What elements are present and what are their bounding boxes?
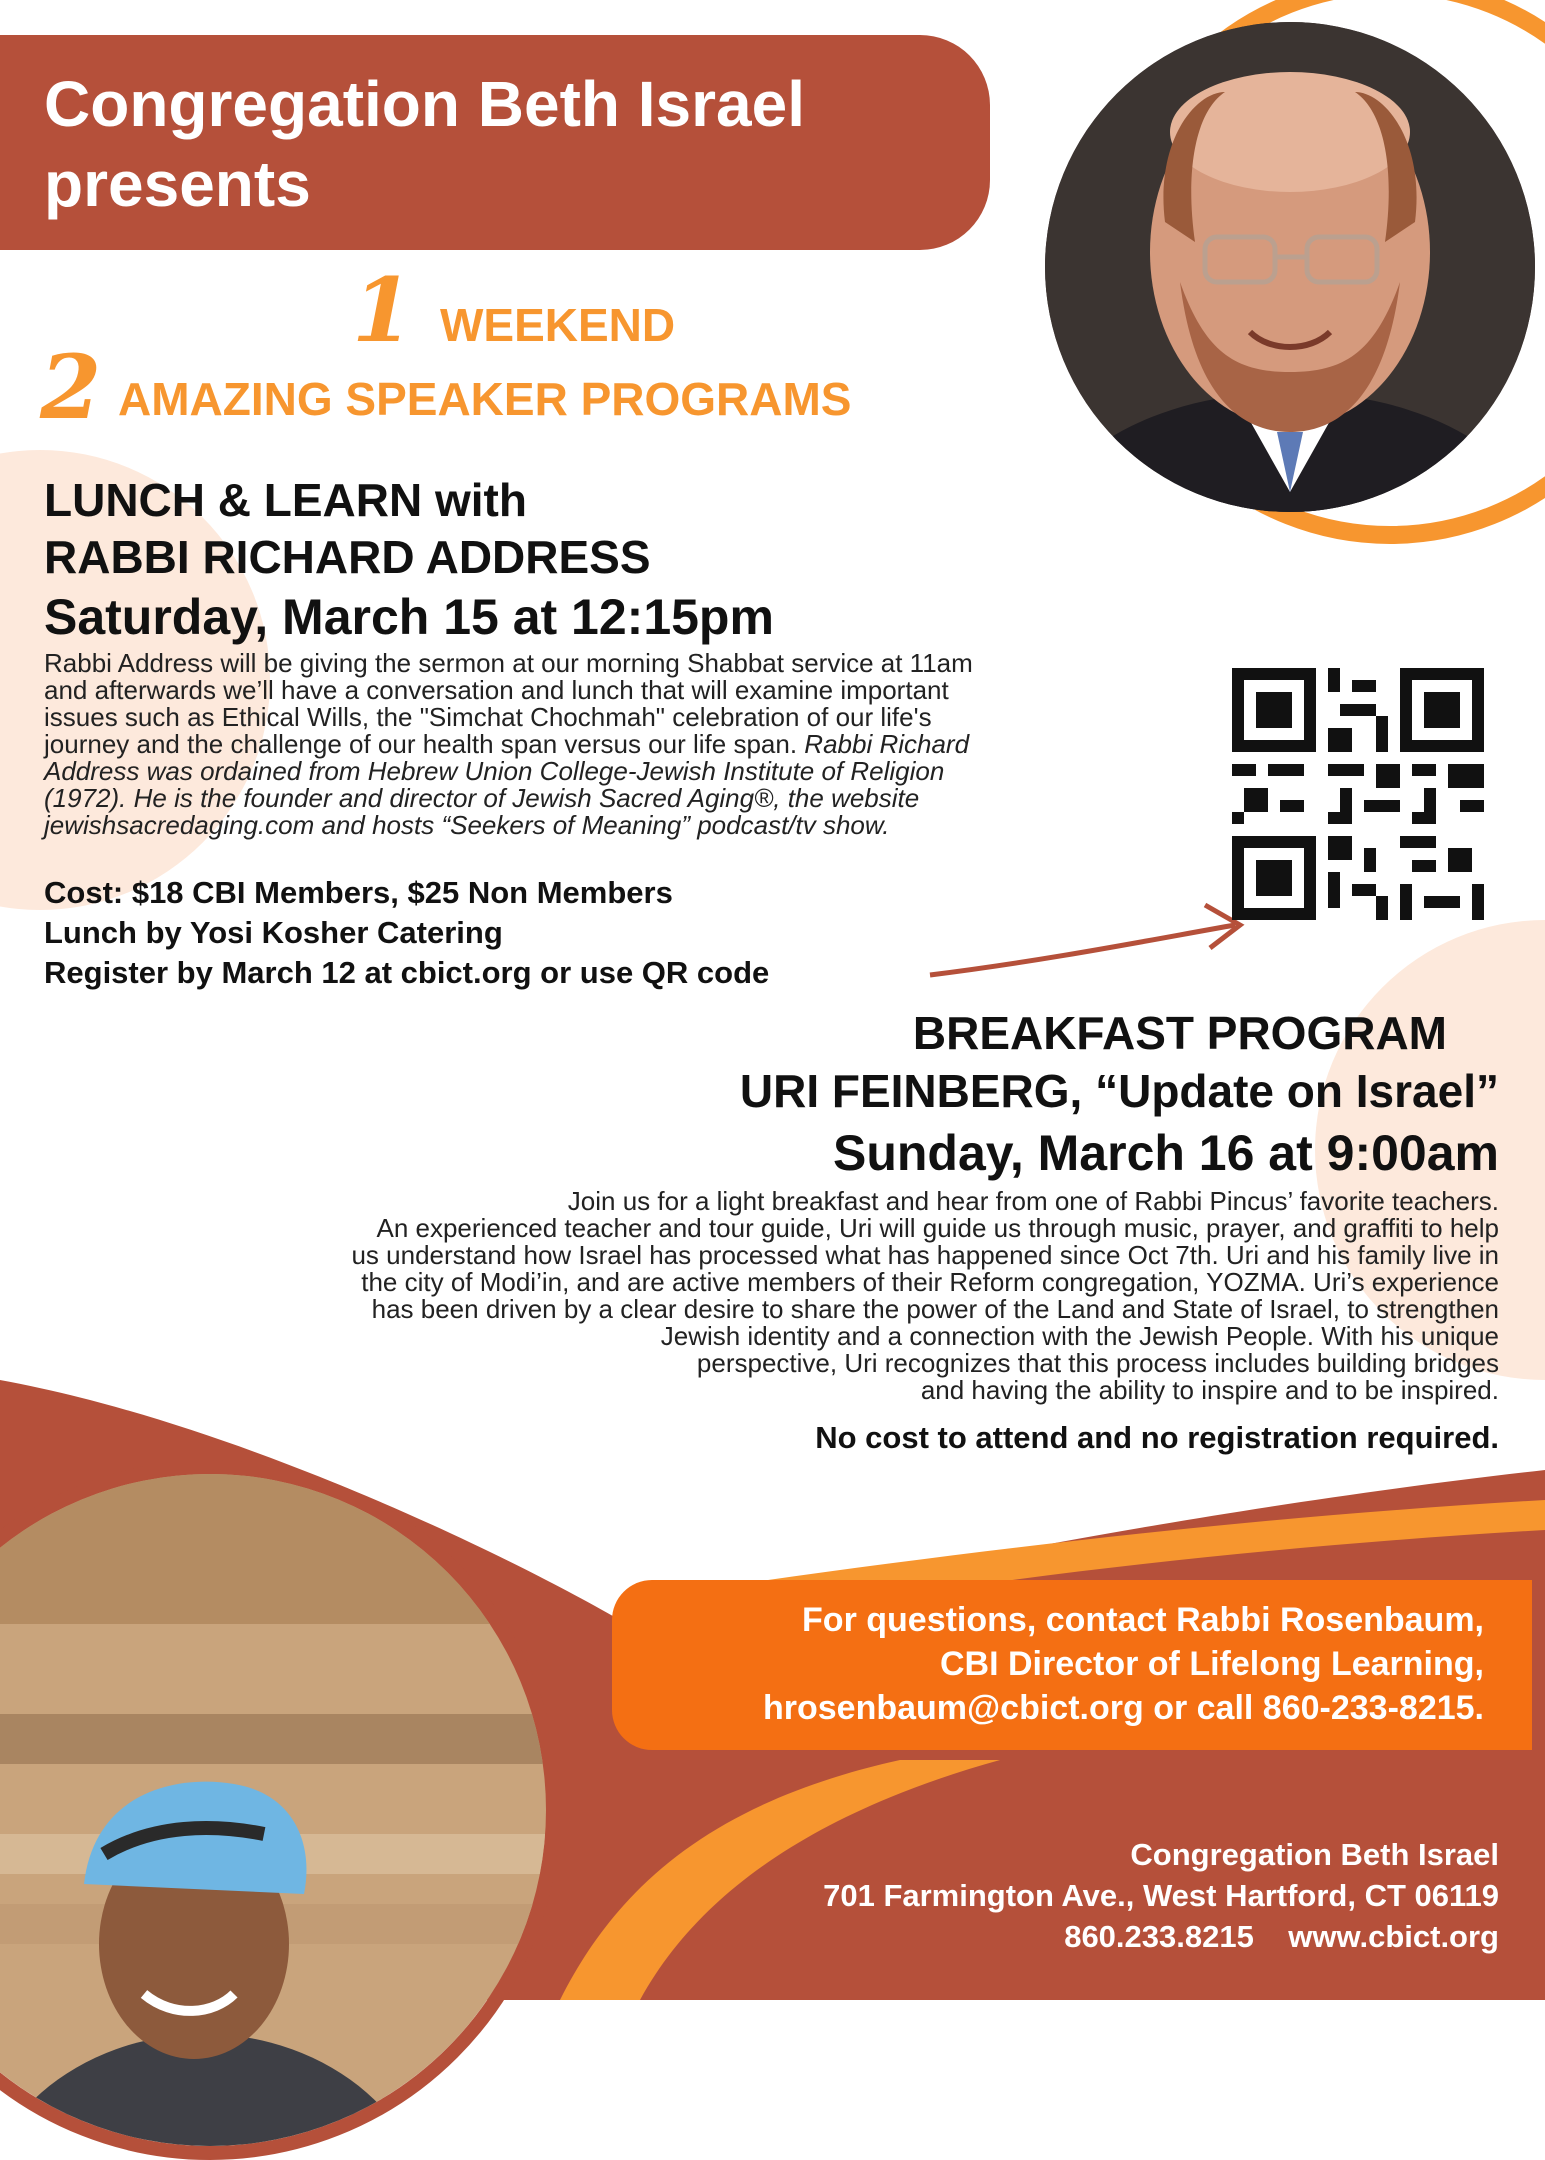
- breakfast-title-2: URI FEINBERG, “Update on Israel”: [739, 1065, 1499, 1117]
- arrow-line: [930, 925, 1235, 975]
- breakfast-body-line: perspective, Uri recognizes that this process includes building bridges: [696, 1348, 1499, 1378]
- lunch-body-line: issues such as Ethical Wills, the "Simchat Chochmah" celebration of our life's: [44, 702, 932, 732]
- lunch-cost: Cost: $18 CBI Members, $25 Non Members: [44, 875, 673, 910]
- contact-text: [624, 1598, 1484, 1730]
- tagline-line-2: AMAZING SPEAKER PROGRAMS: [118, 373, 852, 425]
- rabbi-address-photo: [1045, 22, 1535, 512]
- lunch-body-line: and afterwards we’ll have a conversation and lunch that will examine important: [44, 675, 949, 705]
- breakfast-no-cost: No cost to attend and no registration required.: [815, 1420, 1499, 1455]
- header-line-2: presents: [44, 148, 311, 220]
- contact-line-2: CBI Director of Lifelong Learning,: [939, 1645, 1484, 1683]
- qr-code-icon: [1232, 668, 1484, 920]
- footer-line-2: 701 Farmington Ave., West Hartford, CT 06119: [823, 1878, 1499, 1913]
- lunch-register: Register by March 12 at cbict.org or use QR code: [44, 955, 770, 990]
- breakfast-body-line: us understand how Israel has processed what has happened since Oct 7th. Uri and his family live in: [351, 1240, 1499, 1270]
- header-line-1: Congregation Beth Israel: [44, 68, 805, 140]
- lunch-title-2: RABBI RICHARD ADDRESS: [44, 531, 651, 583]
- lunch-date: Saturday, March 15 at 12:15pm: [44, 589, 774, 645]
- lunch-body-line: [44, 731, 1224, 758]
- breakfast-body-line: Join us for a light breakfast and hear from one of Rabbi Pincus’ favorite teachers.: [567, 1186, 1499, 1216]
- tagline-number-1: 1: [352, 258, 414, 362]
- contact-box: [612, 1580, 1532, 1750]
- contact-line-1: For questions, contact Rabbi Rosenbaum,: [802, 1601, 1484, 1639]
- tagline-line-1: WEEKEND: [440, 299, 676, 351]
- header-title: [44, 64, 964, 224]
- breakfast-body-line: the city of Modi’in, and are active members of their Reform congregation, YOZMA. Uri’s experience: [361, 1267, 1499, 1297]
- registration-qr-code[interactable]: [1232, 668, 1484, 920]
- breakfast-body-line: Jewish identity and a connection with the Jewish People. With his unique: [660, 1321, 1499, 1351]
- lunch-body-line: Rabbi Address will be giving the sermon at our morning Shabbat service at 11am: [44, 648, 973, 678]
- breakfast-body-line: has been driven by a clear desire to share the power of the Land and State of Israel, to strengthen: [371, 1294, 1499, 1324]
- breakfast-body-line: An experienced teacher and tour guide, Uri will guide us through music, prayer, and graffiti to help: [376, 1213, 1499, 1243]
- tagline-number-2: 2: [40, 335, 102, 439]
- lunch-bio-line: (1972). He is the founder and director of Jewish Sacred Aging®, the website: [44, 783, 920, 813]
- lunch-catering: Lunch by Yosi Kosher Catering: [44, 915, 503, 950]
- footer-address: [739, 1834, 1499, 1957]
- lunch-bio-line: jewishsacredaging.com and hosts “Seekers of Meaning” podcast/tv show.: [44, 810, 890, 840]
- lunch-body-text: journey and the challenge of our health span versus our life span.: [44, 729, 798, 759]
- footer-line-1: Congregation Beth Israel: [1130, 1837, 1499, 1872]
- footer-line-3[interactable]: 860.233.8215 www.cbict.org: [1064, 1919, 1499, 1954]
- breakfast-date: Sunday, March 16 at 9:00am: [832, 1125, 1499, 1181]
- lunch-bio-line: Address was ordained from Hebrew Union College-Jewish Institute of Religion: [44, 756, 945, 786]
- breakfast-description: [19, 1188, 1499, 1404]
- breakfast-title-1: BREAKFAST PROGRAM: [912, 1007, 1447, 1059]
- lunch-bio-inline: Rabbi Richard: [804, 729, 970, 759]
- lunch-description: [44, 650, 1224, 839]
- breakfast-body-line: and having the ability to inspire and to be inspired.: [920, 1375, 1499, 1405]
- contact-line-3[interactable]: hrosenbaum@cbict.org or call 860-233-8215.: [763, 1689, 1484, 1727]
- portrait-illustration: [1045, 22, 1535, 512]
- lunch-title-1: LUNCH & LEARN with: [44, 474, 527, 526]
